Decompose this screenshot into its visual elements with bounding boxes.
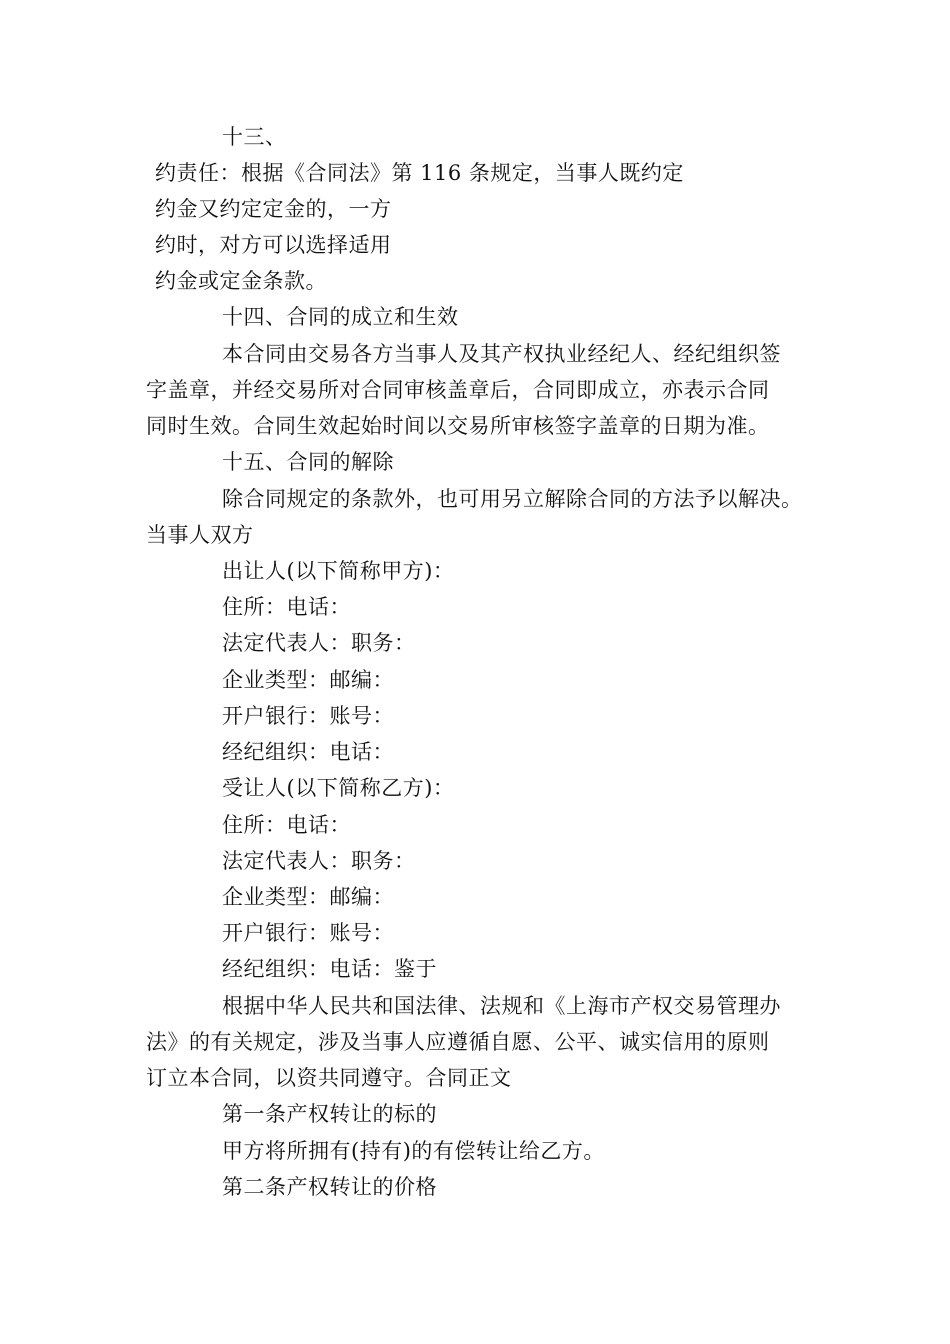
paragraph-line: 当事人双方	[146, 523, 254, 547]
section-heading: 十三、	[222, 125, 287, 149]
party-field: 法定代表人：职务：	[222, 631, 416, 655]
paragraph-line: 除合同规定的条款外，也可用另立解除合同的方法予以解决。	[222, 487, 803, 511]
paragraph-line: 根据中华人民共和国法律、法规和《上海市产权交易管理办	[222, 994, 781, 1018]
text-line: 约责任：根据《合同法》第 116 条规定，当事人既约定	[155, 161, 684, 185]
party-field: 开户银行：账号：	[222, 704, 394, 728]
party-line: 出让人(以下简称甲方)：	[222, 559, 455, 583]
paragraph-line: 法》的有关规定，涉及当事人应遵循自愿、公平、诚实信用的原则	[146, 1030, 770, 1054]
party-field: 住所：电话：	[222, 813, 351, 837]
paragraph-line: 同时生效。合同生效起始时间以交易所审核签字盖章的日期为准。	[146, 414, 770, 438]
party-line: 受让人(以下简称乙方)：	[222, 776, 455, 800]
article-heading: 第一条产权转让的标的	[222, 1102, 437, 1126]
paragraph-line: 甲方将所拥有(持有)的有偿转让给乙方。	[222, 1139, 605, 1163]
section-heading: 十五、合同的解除	[222, 450, 394, 474]
text-line: 约金又约定定金的，一方	[155, 197, 392, 221]
party-field: 经纪组织：电话：鉴于	[222, 957, 437, 981]
paragraph-line: 本合同由交易各方当事人及其产权执业经纪人、经纪组织签	[222, 342, 781, 366]
paragraph-line: 字盖章，并经交易所对合同审核盖章后，合同即成立，亦表示合同	[146, 378, 770, 402]
party-field: 法定代表人：职务：	[222, 849, 416, 873]
text-line: 约金或定金条款。	[155, 269, 327, 293]
article-heading: 第二条产权转让的价格	[222, 1175, 437, 1199]
paragraph-line: 订立本合同，以资共同遵守。合同正文	[146, 1066, 512, 1090]
party-field: 住所：电话：	[222, 595, 351, 619]
party-field: 企业类型：邮编：	[222, 668, 394, 692]
party-field: 开户银行：账号：	[222, 921, 394, 945]
party-field: 企业类型：邮编：	[222, 885, 394, 909]
party-field: 经纪组织：电话：	[222, 740, 394, 764]
text-line: 约时，对方可以选择适用	[155, 233, 392, 257]
section-heading: 十四、合同的成立和生效	[222, 305, 459, 329]
